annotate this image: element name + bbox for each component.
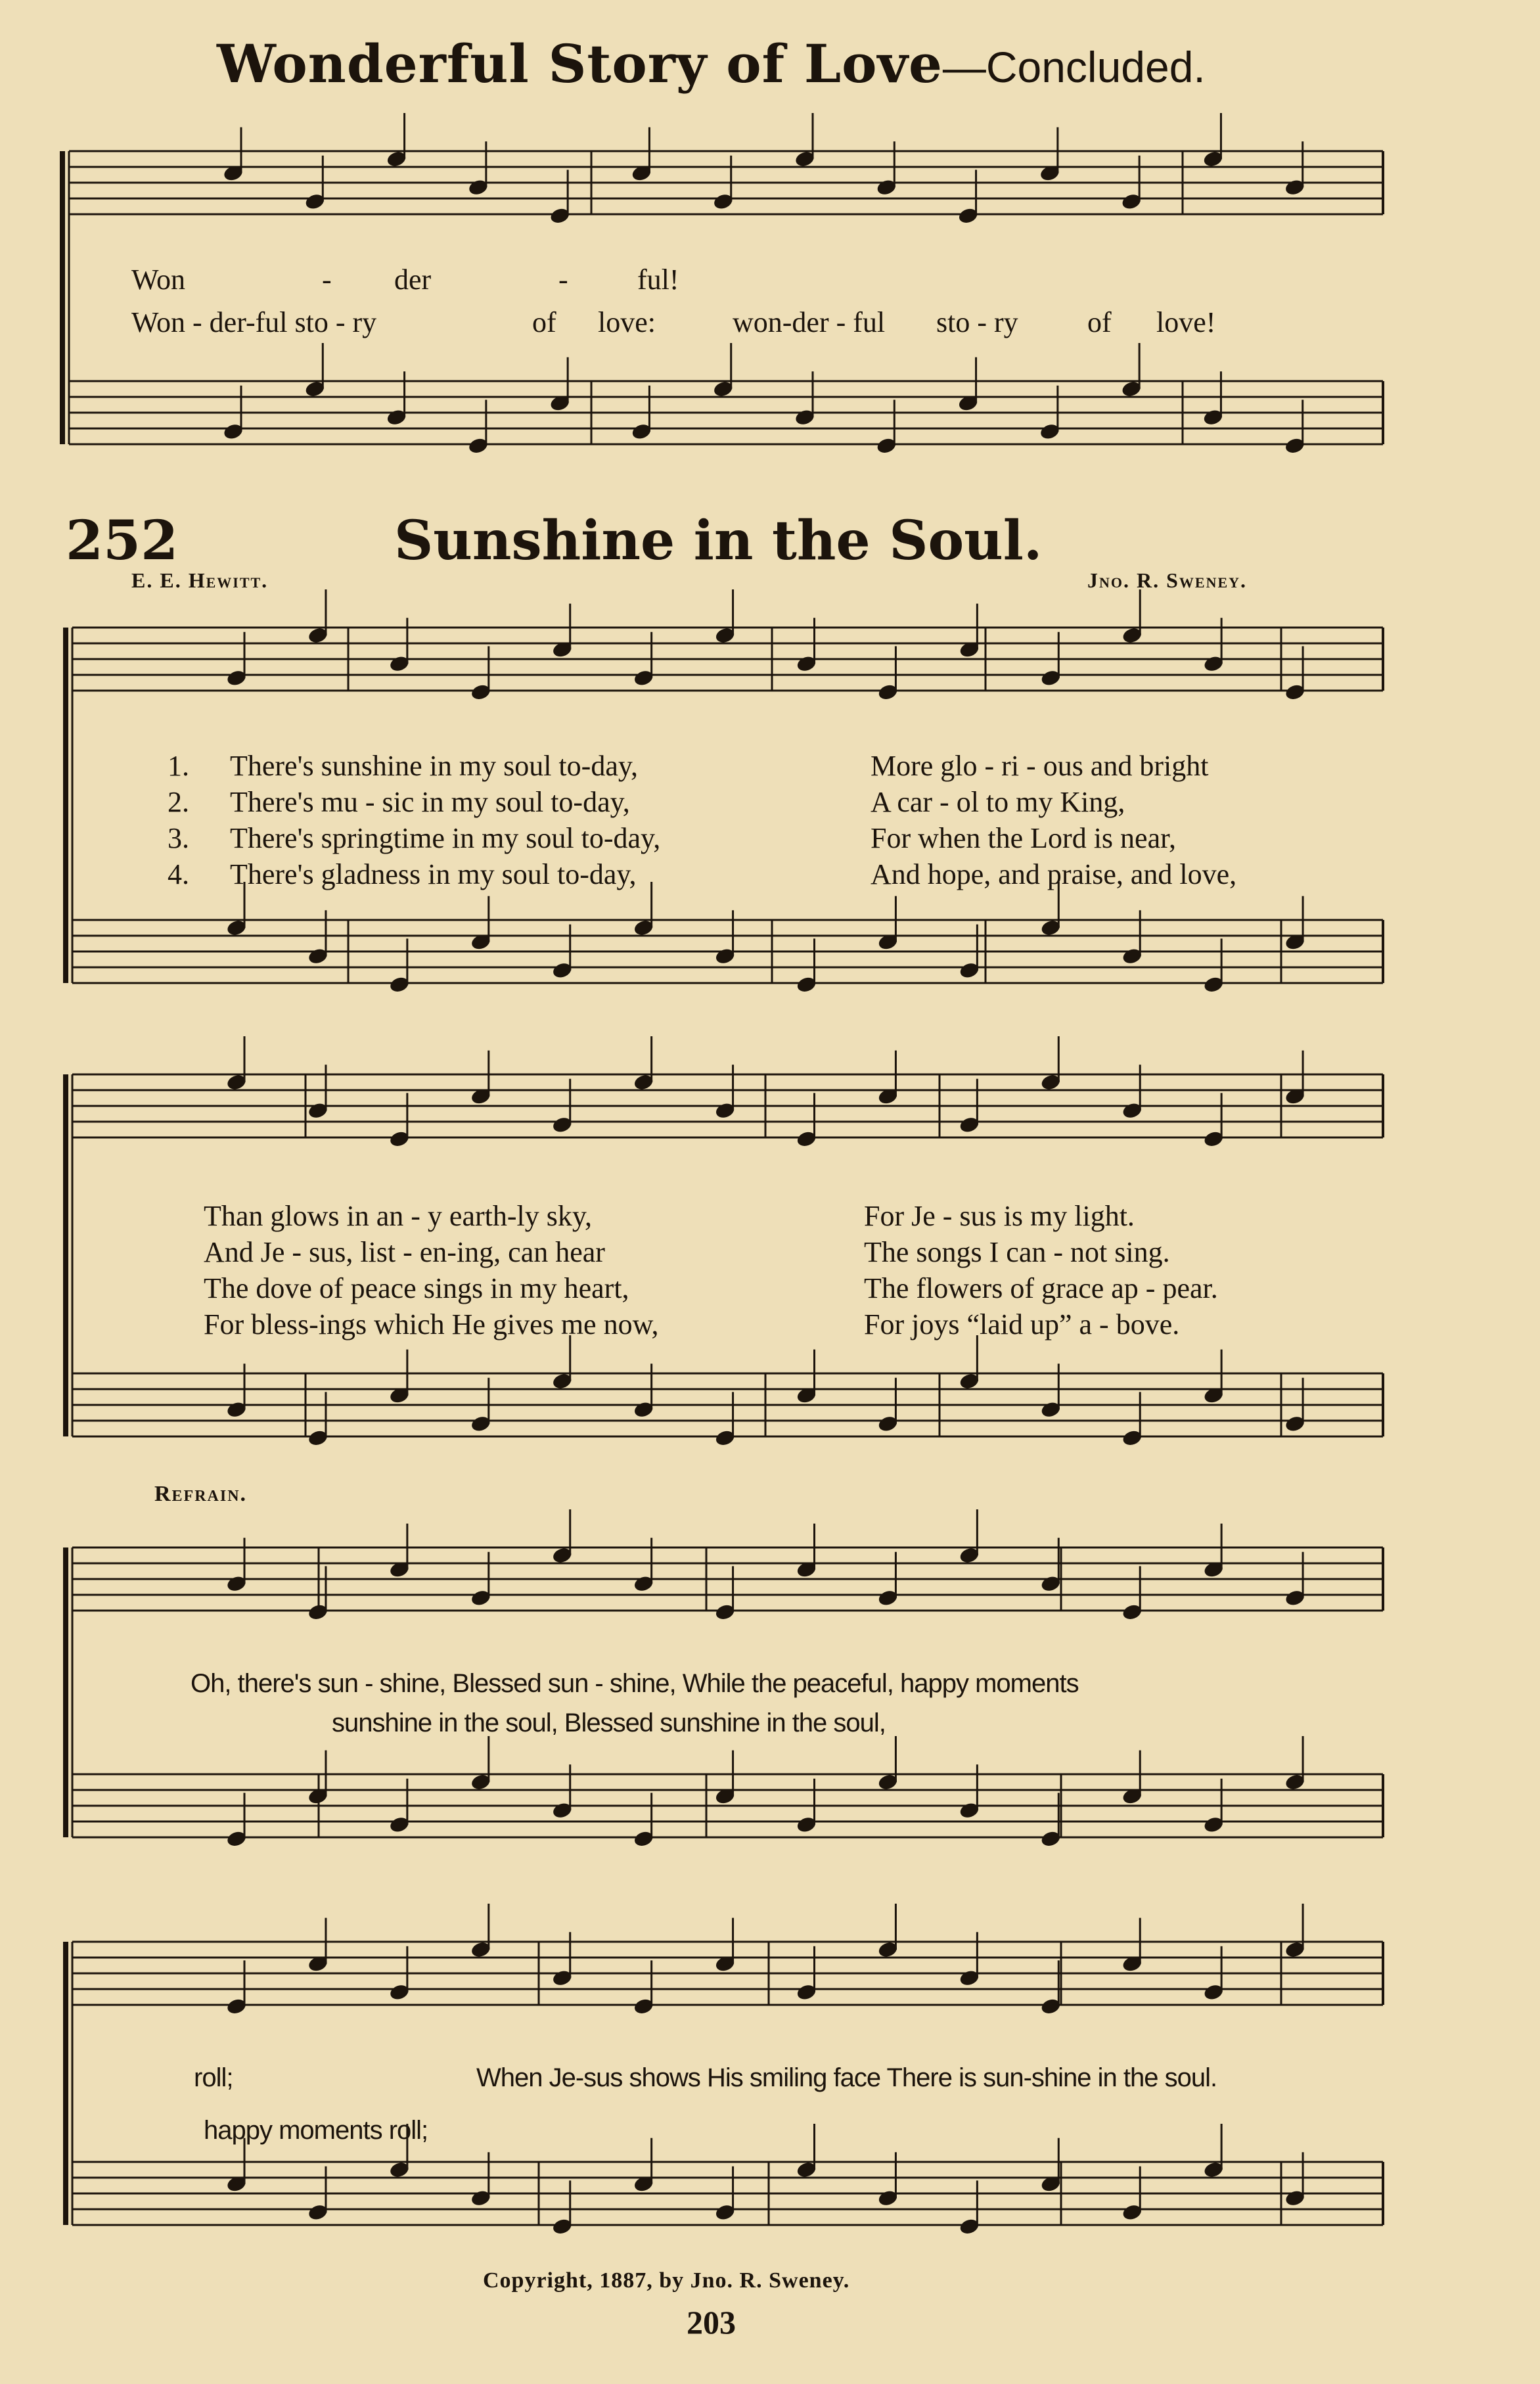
- verse-line: There's springtime in my soul to-day,: [230, 822, 661, 854]
- verse-line: The songs I can - not sing.: [864, 1236, 1170, 1268]
- verse-line: There's sunshine in my soul to-day,: [230, 750, 638, 782]
- lyric-phrase: of: [532, 306, 556, 338]
- verse-line: And Je - sus, list - en-ing, can hear: [204, 1236, 605, 1268]
- refrain-line1: Oh, there's sun - shine, Blessed sun - shine, While the peaceful, happy moments: [191, 1669, 1079, 1698]
- lyric-phrase: won-der - ful: [733, 306, 886, 338]
- refrain-roll: roll;: [194, 2063, 233, 2092]
- hymn-title: Sunshine in the Soul.: [394, 509, 1043, 572]
- verse-number: 1.: [168, 750, 189, 782]
- lyric-phrase: love!: [1156, 306, 1216, 338]
- verse-line: The flowers of grace ap - pear.: [864, 1272, 1218, 1304]
- verse-number: 4.: [168, 858, 189, 890]
- hymn-author: E. E. Hewitt.: [131, 568, 269, 592]
- refrain-line2: When Je-sus shows His smiling face There is sun-shine in the soul.: [476, 2063, 1217, 2092]
- verse-line: The dove of peace sings in my heart,: [204, 1272, 629, 1304]
- refrain-line2-alto: happy moments roll;: [204, 2116, 428, 2145]
- refrain-line1-alto: sunshine in the soul, Blessed sunshine in the soul,: [332, 1708, 886, 1737]
- verse-line: For bless-ings which He gives me now,: [204, 1308, 659, 1341]
- verse-line: For when the Lord is near,: [871, 822, 1177, 854]
- verse-number: 2.: [168, 786, 189, 818]
- verse-number: 3.: [168, 822, 189, 854]
- continued-hymn-title-suffix: —Concluded.: [942, 43, 1206, 91]
- page-number: 203: [687, 2304, 736, 2341]
- lyric-syllable: der: [394, 264, 432, 296]
- lyric-phrase: of: [1087, 306, 1112, 338]
- lyric-hyphen: -: [322, 264, 332, 296]
- verse-line: Than glows in an - y earth-ly sky,: [204, 1200, 593, 1232]
- lyric-phrase: Won - der-ful sto - ry: [131, 306, 377, 338]
- lyric-phrase: sto - ry: [936, 306, 1018, 338]
- copyright-notice: Copyright, 1887, by Jno. R. Sweney.: [483, 2268, 850, 2293]
- continued-hymn-title-main: Wonderful Story of Love: [217, 33, 943, 95]
- verse-line: For Je - sus is my light.: [864, 1200, 1135, 1232]
- verse-line: There's gladness in my soul to-day,: [230, 858, 637, 890]
- verse-line: A car - ol to my King,: [871, 786, 1125, 818]
- lyric-hyphen: -: [558, 264, 568, 296]
- lyric-syllable: ful!: [637, 264, 679, 296]
- verse-line: For joys “laid up” a - bove.: [864, 1308, 1180, 1341]
- refrain-label: Refrain.: [154, 1482, 248, 1506]
- verse-line: And hope, and praise, and love,: [871, 858, 1237, 890]
- verse-line: There's mu - sic in my soul to-day,: [230, 786, 630, 818]
- lyric-phrase: love:: [598, 306, 656, 338]
- hymn-number: 252: [66, 509, 179, 572]
- verse-line: More glo - ri - ous and bright: [871, 750, 1209, 782]
- hymn-composer: Jno. R. Sweney.: [1087, 568, 1248, 592]
- lyric-syllable: Won: [131, 264, 186, 296]
